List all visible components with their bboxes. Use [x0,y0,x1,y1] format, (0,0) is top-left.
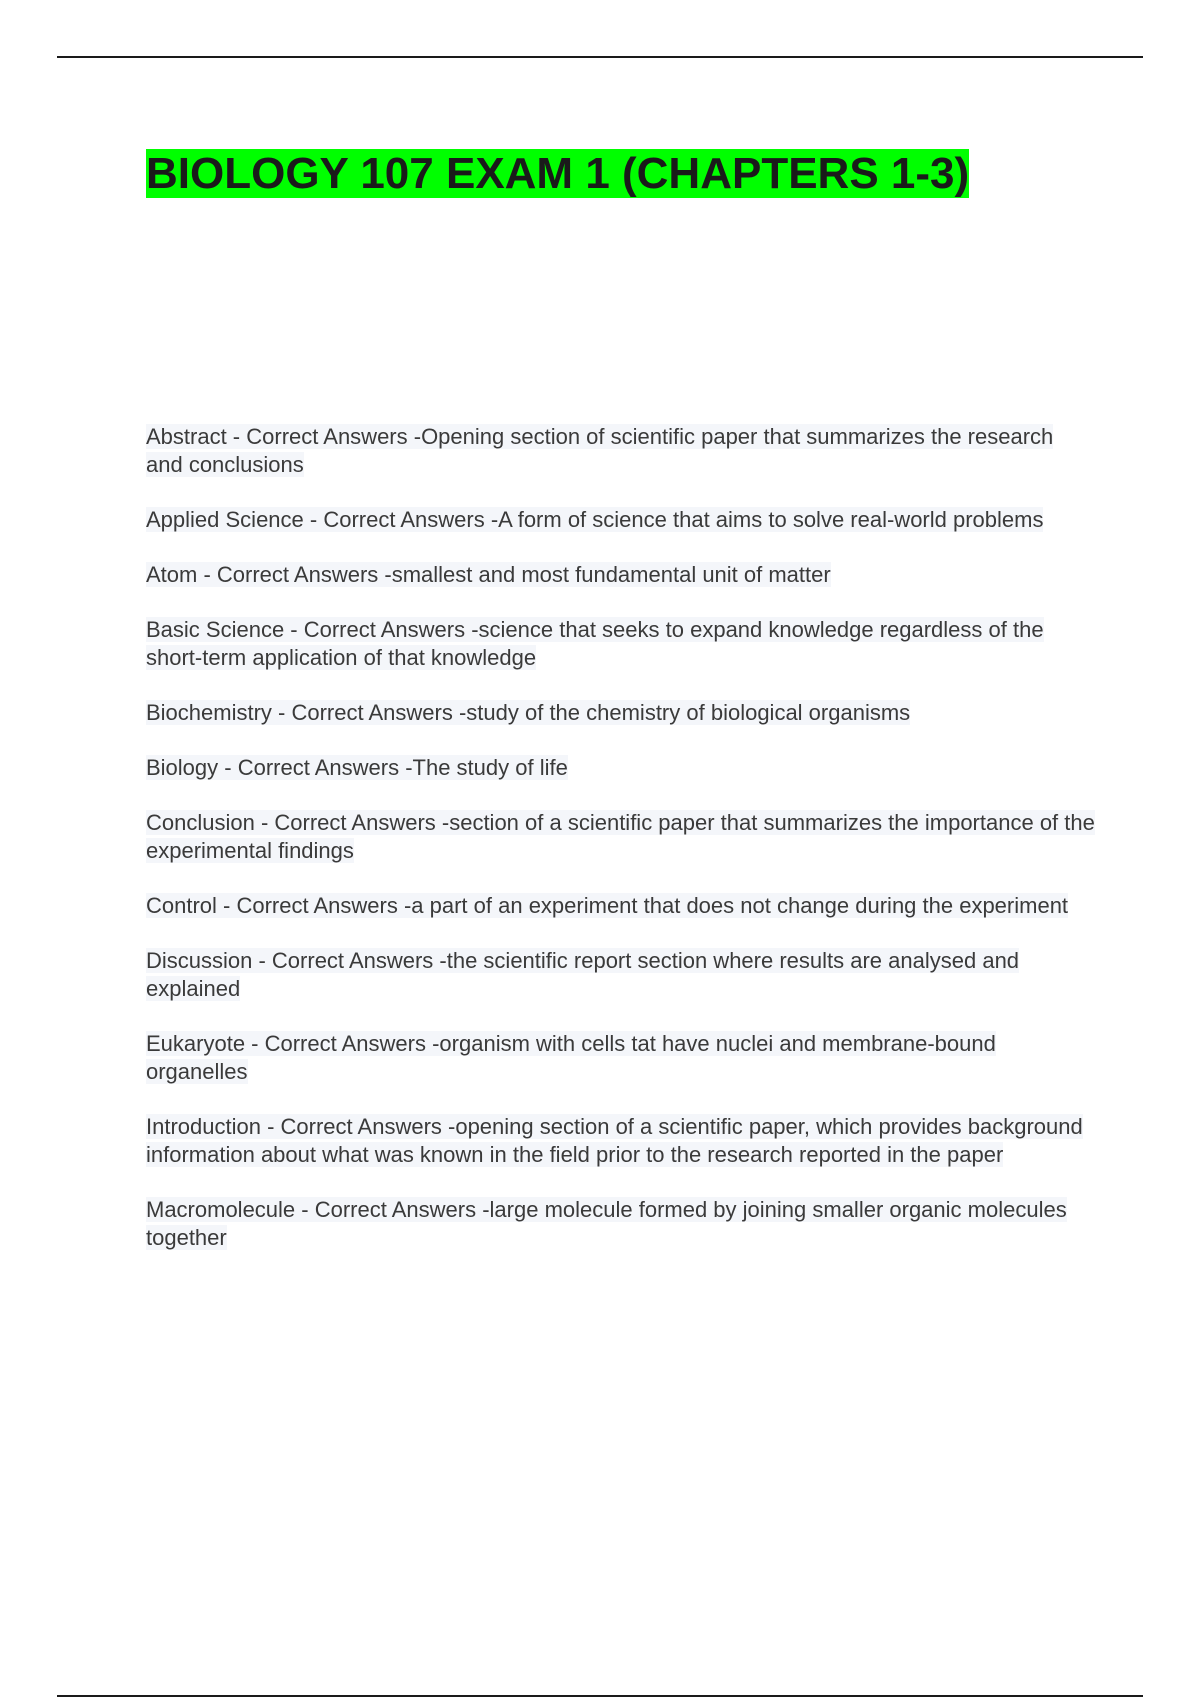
definition-entry-introduction: Introduction - Correct Answers -opening section of a scientific paper, which provides background information about what was known in the field prior to the research reported in the paper [146,1114,1083,1167]
definition-entry-biology: Biology - Correct Answers -The study of life [146,755,568,780]
document-title-text: BIOLOGY 107 EXAM 1 (CHAPTERS 1-3) [146,149,970,198]
definition-entry-basic-science: Basic Science - Correct Answers -science that seeks to expand knowledge regardless of the short-term application of that knowledge [146,617,1044,670]
definition-entry-biochemistry: Biochemistry - Correct Answers -study of the chemistry of biological organisms [146,700,911,725]
document-body [146,145,1096,1250]
definition-entry-conclusion: Conclusion - Correct Answers -section of a scientific paper that summarizes the importance of the experimental findings [146,810,1095,863]
definition-entry-eukaryote: Eukaryote - Correct Answers -organism with cells tat have nuclei and membrane-bound organelles [146,1031,996,1084]
definition-entry-atom: Atom - Correct Answers -smallest and most fundamental unit of matter [146,562,831,587]
definition-entry-applied-science: Applied Science - Correct Answers -A form of science that aims to solve real-world problems [146,507,1044,532]
top-divider [57,56,1143,58]
definition-list [146,423,1096,1279]
definition-entry-control: Control - Correct Answers -a part of an experiment that does not change during the experiment [146,893,1069,918]
bottom-divider [57,1695,1143,1697]
definition-entry-discussion: Discussion - Correct Answers -the scientific report section where results are analysed and explained [146,948,1020,1001]
definition-entry-macromolecule: Macromolecule - Correct Answers -large molecule formed by joining smaller organic molecules together [146,1197,1067,1250]
document-title [146,145,1026,203]
definition-entry-abstract: Abstract - Correct Answers -Opening section of scientific paper that summarizes the research and conclusions [146,424,1054,477]
